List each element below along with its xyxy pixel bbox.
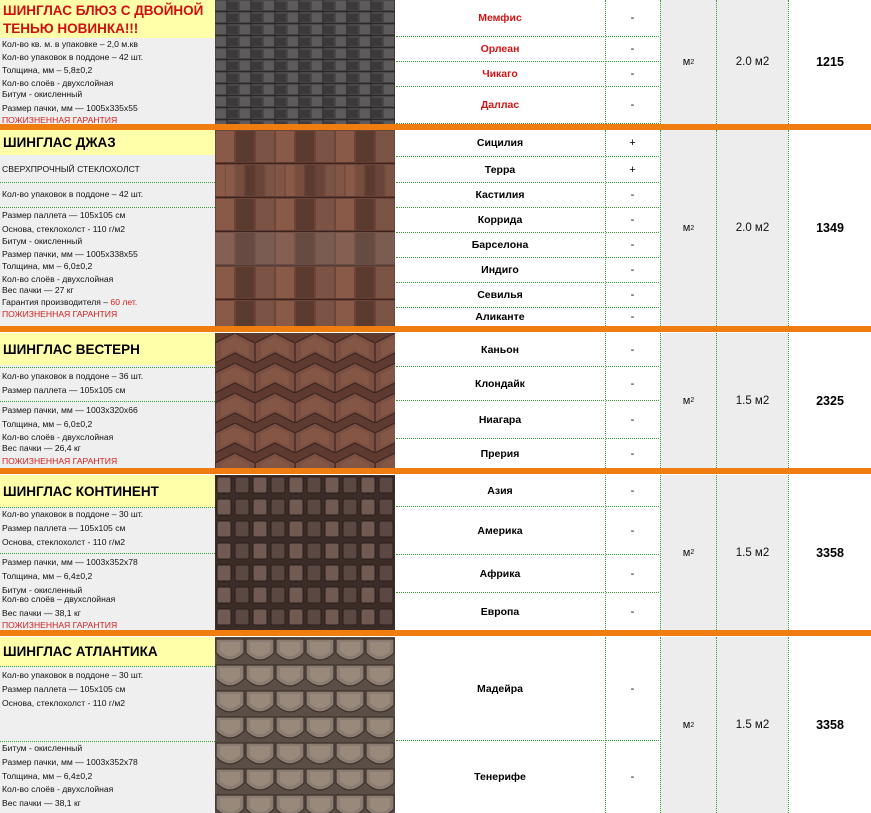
product-info <box>0 475 215 630</box>
product-section-western <box>0 333 871 468</box>
availability-cell: - <box>606 507 659 555</box>
spec-line: Кол-во упаковок в поддоне – 36 шт. <box>2 371 144 381</box>
product-photo <box>215 130 395 326</box>
spec-line: Кол-во упаковок в поддоне – 42 шт. <box>2 52 144 62</box>
product-info <box>0 130 215 326</box>
product-title: ШИНГЛАС ВЕСТЕРН <box>0 333 215 365</box>
color-name: Мадейра <box>396 637 604 741</box>
warranty-label: ПОЖИЗНЕННАЯ ГАРАНТИЯ <box>2 620 118 630</box>
product-section-blues <box>0 0 871 124</box>
unit-label: м <box>682 56 691 68</box>
product-info <box>0 0 215 124</box>
unit-cell <box>660 130 716 326</box>
product-info <box>0 637 215 813</box>
color-list <box>396 333 604 468</box>
color-name: Индиго <box>396 258 604 283</box>
spec-line: Толщина, мм – 6,4±0,2 <box>2 771 93 781</box>
spec-line: Кол-во слоёв - двухслойная <box>2 274 114 284</box>
spec-line: Вес пачки — 38,1 кг <box>2 798 81 808</box>
availability-cell: - <box>606 333 659 367</box>
unit-label: м <box>682 394 691 407</box>
spec-line: Кол-во упаковок в поддоне – 42 шт. <box>2 189 144 199</box>
product-photo <box>215 475 395 630</box>
price-cell: 3358 <box>788 475 871 630</box>
row-divider <box>0 553 215 554</box>
availability-cell: - <box>606 0 659 37</box>
row-divider <box>0 741 215 742</box>
area-cell: 1.5 м2 <box>716 333 788 468</box>
product-photo <box>215 637 395 813</box>
availability-cell: - <box>606 183 659 208</box>
spec-line: Вес пачки — 38,1 кг <box>2 608 81 618</box>
spec-line: Кол-во упаковок в поддоне – 30 шт. <box>2 670 144 680</box>
area-cell: 2.0 м2 <box>716 130 788 326</box>
color-name: Америка <box>396 507 604 555</box>
availability-cell: + <box>606 157 659 183</box>
availability-cell: - <box>606 401 659 439</box>
section-divider <box>0 326 871 332</box>
product-photo <box>215 333 395 468</box>
warranty-line <box>2 297 214 308</box>
unit-cell <box>660 637 716 813</box>
spec-line: Основа, стеклохолст - 110 г/м2 <box>2 224 126 234</box>
color-list <box>396 475 604 630</box>
product-title: ШИНГЛАС БЛЮЗ С ДВОЙНОЙ ТЕНЬЮ НОВИНКА!!! <box>0 0 215 38</box>
warranty-label: ПОЖИЗНЕННАЯ ГАРАНТИЯ <box>2 115 118 124</box>
color-list <box>396 130 604 326</box>
product-info <box>0 333 215 468</box>
unit-label: м <box>682 222 691 234</box>
color-name: Орлеан <box>396 37 604 62</box>
spec-line: Битум - окисленный <box>2 585 83 595</box>
spec-line: Кол-во кв. м. в упаковке – 2,0 м.кв <box>2 39 138 49</box>
row-divider <box>0 507 215 508</box>
row-divider <box>0 182 215 183</box>
spec-line: Размер паллета — 105х105 см <box>2 684 126 694</box>
color-name: Аликанте <box>475 311 525 323</box>
spec-line: Размер паллета — 105х105 см <box>2 385 126 395</box>
unit-cell <box>660 475 716 630</box>
availability-cell: - <box>606 258 659 283</box>
availability-column <box>605 475 659 630</box>
color-name: Ниагара <box>396 401 604 439</box>
availability-cell: - <box>606 637 659 741</box>
spec-line: Кол-во слоёв - двухслойная <box>2 784 114 794</box>
color-name: Сицилия <box>396 130 604 157</box>
unit-sup: 2 <box>690 58 695 66</box>
unit-sup: 2 <box>690 721 695 729</box>
spec-line: Кол-во слоёв - двухслойная <box>2 432 114 442</box>
row-divider <box>0 666 215 667</box>
warranty-text: Гарантия производителя – <box>2 297 111 307</box>
availability-column <box>605 130 659 326</box>
spec-line: Вес пачки — 26,4 кг <box>2 443 81 453</box>
unit-cell <box>660 0 716 124</box>
availability-cell: - <box>606 475 659 507</box>
price-cell: 2325 <box>788 333 871 468</box>
section-divider <box>0 468 871 474</box>
availability-cell: + <box>606 130 659 157</box>
product-section-continent <box>0 475 871 630</box>
spec-line: Размер пачки, мм — 1003х352х78 <box>2 757 138 767</box>
spec-line: Размер пачки, мм — 1003х320х66 <box>2 405 138 415</box>
product-section-atlantika <box>0 637 871 813</box>
warranty-label: ПОЖИЗНЕННАЯ ГАРАНТИЯ <box>2 309 118 319</box>
spec-line: Битум - окисленный <box>2 743 83 753</box>
availability-column <box>605 637 659 813</box>
availability-cell: - <box>606 367 659 401</box>
availability-cell: - <box>606 233 659 258</box>
product-title: ШИНГЛАС КОНТИНЕНТ <box>0 475 215 507</box>
availability-cell: - <box>606 208 659 233</box>
availability-cell: - <box>606 62 659 87</box>
row-divider <box>0 207 215 208</box>
spec-line: СВЕРХПРОЧНЫЙ СТЕКЛОХОЛСТ <box>2 164 140 174</box>
spec-line: Основа, стеклохолст - 110 г/м2 <box>2 537 126 547</box>
availability-column <box>605 0 659 124</box>
spec-line: Размер пачки, мм — 1005х338х55 <box>2 249 138 259</box>
section-divider <box>0 630 871 636</box>
color-list <box>396 637 604 813</box>
product-title: ШИНГЛАС АТЛАНТИКА <box>0 637 215 666</box>
availability-cell: - <box>630 605 635 618</box>
row-divider <box>0 401 215 402</box>
unit-label: м <box>682 546 691 559</box>
price-cell: 1215 <box>788 0 871 124</box>
color-list <box>396 0 604 124</box>
spec-line: Битум - окисленный <box>2 89 83 99</box>
spec-line: Толщина, мм – 6,0±0,2 <box>2 261 93 271</box>
unit-cell <box>660 333 716 468</box>
color-name: Азия <box>396 475 604 507</box>
availability-cell: - <box>630 771 635 783</box>
availability-cell: - <box>606 87 659 124</box>
availability-column <box>605 333 659 468</box>
spec-line: Размер паллета — 105х105 см <box>2 210 126 220</box>
availability-cell: - <box>606 555 659 593</box>
warranty-label: ПОЖИЗНЕННАЯ ГАРАНТИЯ <box>2 456 118 466</box>
color-name: Терра <box>396 157 604 183</box>
unit-label: м <box>682 719 691 731</box>
spec-line: Кол-во слоёв - двухслойная <box>2 78 114 88</box>
area-cell: 2.0 м2 <box>716 0 788 124</box>
product-title: ШИНГЛАС ДЖАЗ <box>0 130 215 155</box>
spec-line: Размер пачки, мм — 1005х335х55 <box>2 103 138 113</box>
spec-line: Битум - окисленный <box>2 236 83 246</box>
area-cell: 1.5 м2 <box>716 475 788 630</box>
color-name: Мемфис <box>396 0 604 37</box>
product-photo <box>215 0 395 124</box>
color-name: Каньон <box>396 333 604 367</box>
unit-sup: 2 <box>690 397 695 404</box>
color-name: Чикаго <box>396 62 604 87</box>
product-section-jazz <box>0 130 871 326</box>
row-divider <box>0 367 215 368</box>
warranty-years: 60 лет. <box>110 297 138 307</box>
color-name: Коррида <box>396 208 604 233</box>
unit-sup: 2 <box>690 549 695 556</box>
color-name: Европа <box>480 605 520 618</box>
color-name: Барселона <box>396 233 604 258</box>
spec-line: Толщина, мм – 5,8±0,2 <box>2 65 93 75</box>
price-cell: 1349 <box>788 130 871 326</box>
unit-sup: 2 <box>690 224 695 232</box>
price-cell: 3358 <box>788 637 871 813</box>
color-name: Африка <box>396 555 604 593</box>
area-cell: 1.5 м2 <box>716 637 788 813</box>
spec-line: Толщина, мм – 6,0±0,2 <box>2 419 93 429</box>
color-name: Клондайк <box>396 367 604 401</box>
color-name: Даллас <box>396 87 604 124</box>
spec-line: Кол-во слоёв – двухслойная <box>2 594 116 604</box>
availability-cell: - <box>606 283 659 308</box>
availability-cell: - <box>630 311 635 323</box>
availability-cell: - <box>630 447 635 460</box>
spec-line: Размер паллета — 105х105 см <box>2 523 126 533</box>
color-name: Тенерифе <box>474 771 526 783</box>
availability-cell: - <box>606 37 659 62</box>
spec-line: Вес пачки — 27 кг <box>2 285 74 295</box>
spec-line: Основа, стеклохолст - 110 г/м2 <box>2 698 126 708</box>
color-name: Прерия <box>480 447 520 460</box>
color-name: Кастилия <box>396 183 604 208</box>
spec-line: Кол-во упаковок в поддоне – 30 шт. <box>2 509 144 519</box>
color-name: Севилья <box>396 283 604 308</box>
spec-line: Толщина, мм – 6,4±0,2 <box>2 571 93 581</box>
spec-line: Размер пачки, мм — 1003х352х78 <box>2 557 138 567</box>
